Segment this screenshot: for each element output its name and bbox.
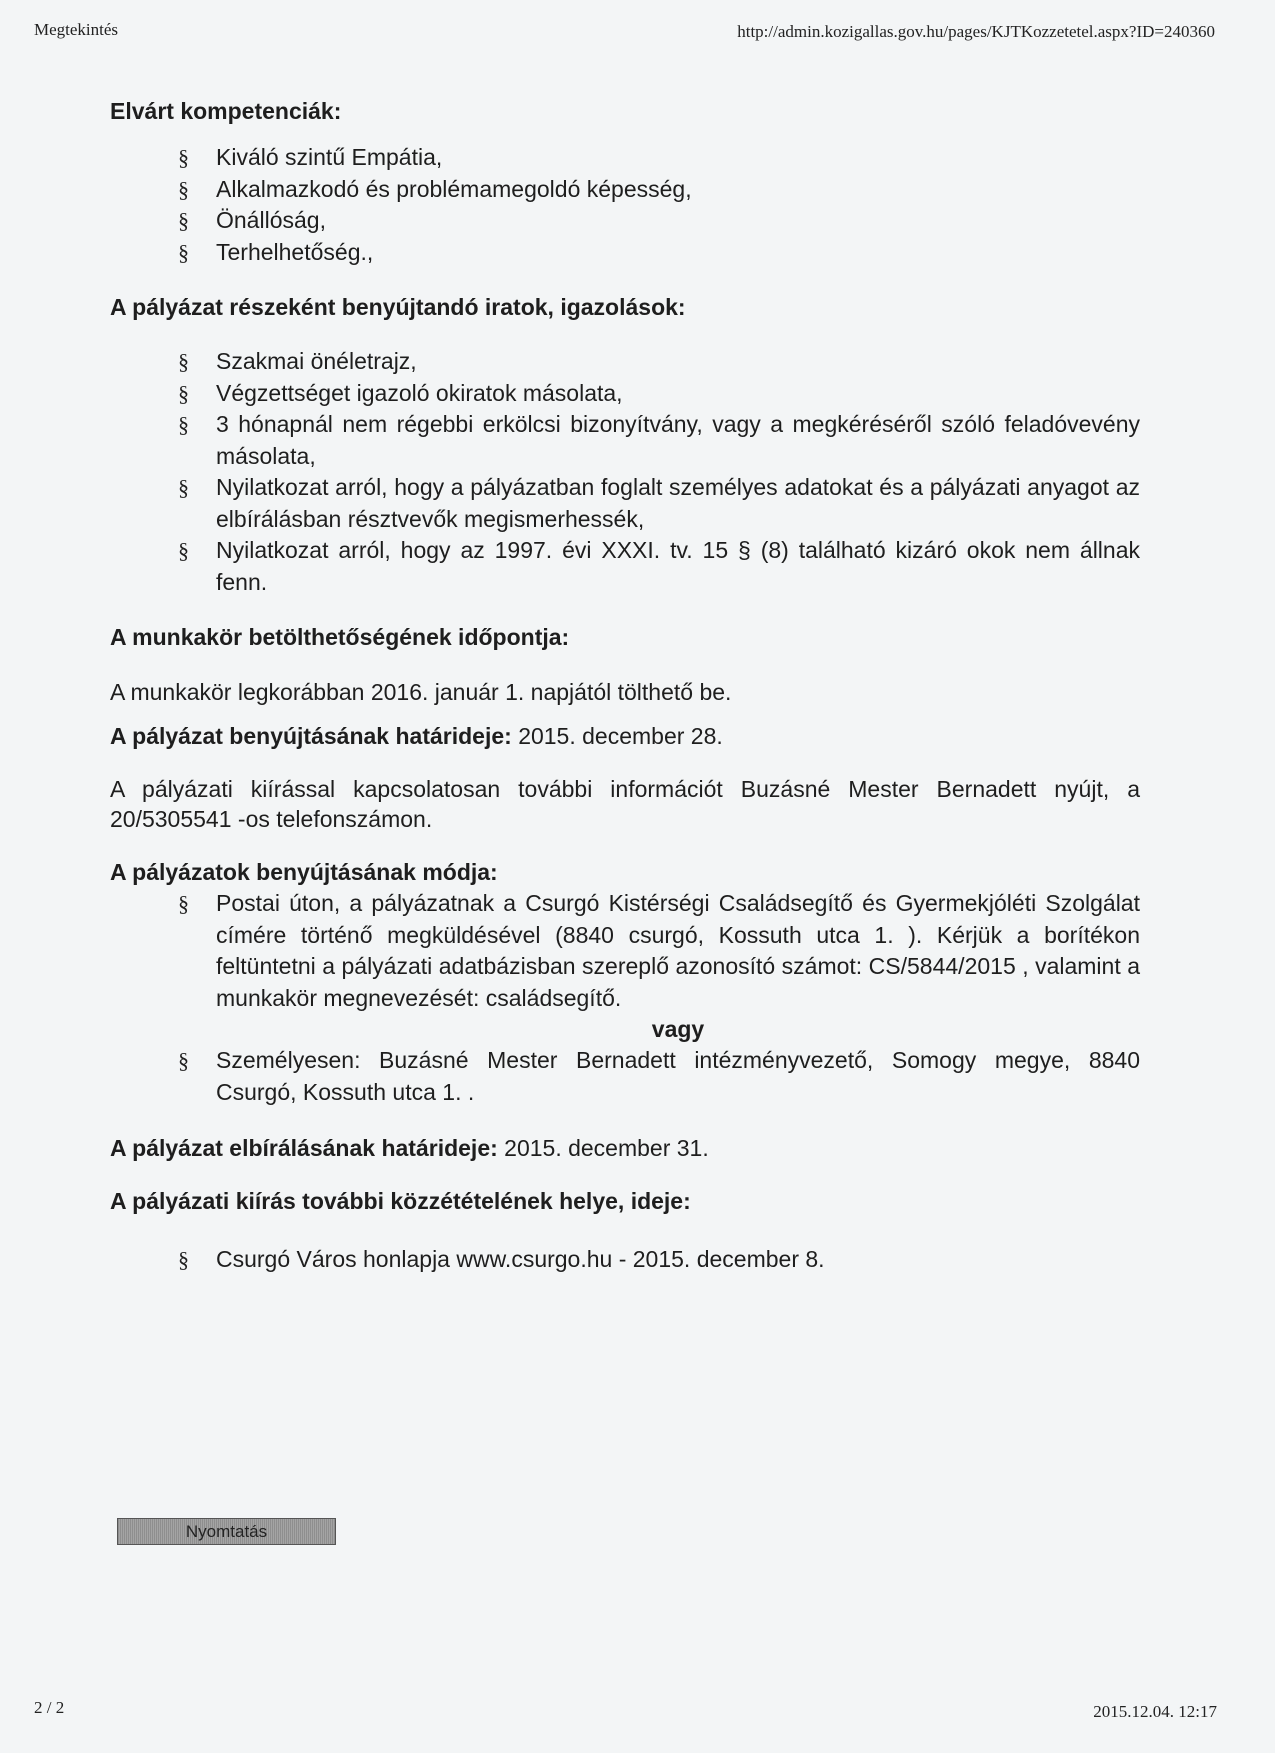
list-item: § Nyilatkozat arról, hogy az 1997. évi XXXI. tv. 15 § (8) található kizáró okok nem állnak fenn. (178, 537, 1140, 595)
section-mark: § (178, 1247, 189, 1272)
or-separator: vagy (651, 1016, 705, 1042)
submission-heading: A pályázatok benyújtásának módja: (110, 859, 498, 885)
section-mark: § (178, 239, 189, 265)
list-item: § Csurgó Város honlapja www.csurgo.hu - 2015. december 8. (110, 1244, 1140, 1276)
list-item: § Nyilatkozat arról, hogy a pályázatban foglalt személyes adatokat és a pályázati anyagot az elbírálásban résztvevők megismerhessék, (178, 474, 1140, 532)
section-mark: § (178, 349, 189, 374)
submission-list (110, 888, 1140, 1014)
list-item: § Postai úton, a pályázatnak a Csurgó Kistérségi Családsegítő és Gyermekjóléti Szolgálat címére történő megküldésével (8840 csurgó, Kossuth utca 1. ). Kérjük a borítékon feltüntetni a pályázati adatbázisban szereplő azonosító számot: CS/5844/2015 , valamint a munkakör megnevezését: családsegítő. (178, 890, 1140, 1011)
list-item: § Kiváló szintű Empátia, (110, 142, 1140, 174)
deadline-value: 2015. december 28. (518, 723, 723, 749)
publication-list (110, 1244, 1140, 1276)
competencies-heading: Elvárt kompetenciák: (110, 98, 342, 124)
section-mark: § (178, 208, 189, 233)
header-title: Megtekintés (34, 20, 119, 39)
print-button[interactable]: Nyomtatás (117, 1518, 336, 1545)
section-mark: § (178, 538, 189, 563)
info-text: A pályázati kiírással kapcsolatosan további információt Buzásné Mester Bernadett nyújt, a 20/5305541 -os telefonszámon. (110, 776, 1140, 832)
header-url: http://admin.kozigallas.gov.hu/pages/KJTKozzetetel.aspx?ID=240360 (737, 22, 1215, 41)
deadline-line (110, 721, 1140, 751)
section-mark: § (178, 176, 189, 202)
evaluation-value: 2015. december 31. (504, 1135, 709, 1161)
evaluation-label: A pályázat elbírálásának határideje: (110, 1135, 498, 1161)
list-item: § Önállóság, (110, 205, 1140, 237)
start-date-text: A munkakör legkorábban 2016. január 1. napjától tölthető be. (110, 679, 732, 705)
section-mark: § (178, 412, 189, 437)
publication-heading: A pályázati kiírás további közzétételének helye, ideje: (110, 1188, 691, 1214)
documents-heading: A pályázat részeként benyújtandó iratok, igazolások: (110, 294, 686, 320)
section-mark: § (178, 145, 189, 170)
list-item: § Szakmai önéletrajz, (110, 346, 1140, 378)
list-item: § Végzettséget igazoló okiratok másolata, (110, 378, 1140, 410)
section-mark: § (178, 475, 189, 500)
evaluation-line (110, 1133, 1140, 1163)
submission-list-2 (110, 1045, 1140, 1108)
list-item: § 3 hónapnál nem régebbi erkölcsi bizonyítvány, vagy a megkéréséről szóló feladóvevény másolata, (178, 411, 1140, 469)
document-body (110, 96, 1140, 1276)
deadline-label: A pályázat benyújtásának határideje: (110, 723, 512, 749)
section-mark: § (178, 1048, 189, 1073)
page-number: 2 / 2 (34, 1698, 65, 1717)
documents-list (110, 346, 1140, 598)
print-datetime: 2015.12.04. 12:17 (1093, 1702, 1217, 1721)
list-item: § Személyesen: Buzásné Mester Bernadett intézményvezető, Somogy megye, 8840 Csurgó, Kossuth utca 1. . (178, 1047, 1140, 1105)
list-item: § Terhelhetőség., (110, 237, 1140, 269)
section-mark: § (178, 891, 189, 916)
start-date-heading: A munkakör betölthetőségének időpontja: (110, 624, 570, 650)
competencies-list (110, 142, 1140, 268)
list-item: § Alkalmazkodó és problémamegoldó képesség, (110, 174, 1140, 206)
section-mark: § (178, 380, 189, 406)
